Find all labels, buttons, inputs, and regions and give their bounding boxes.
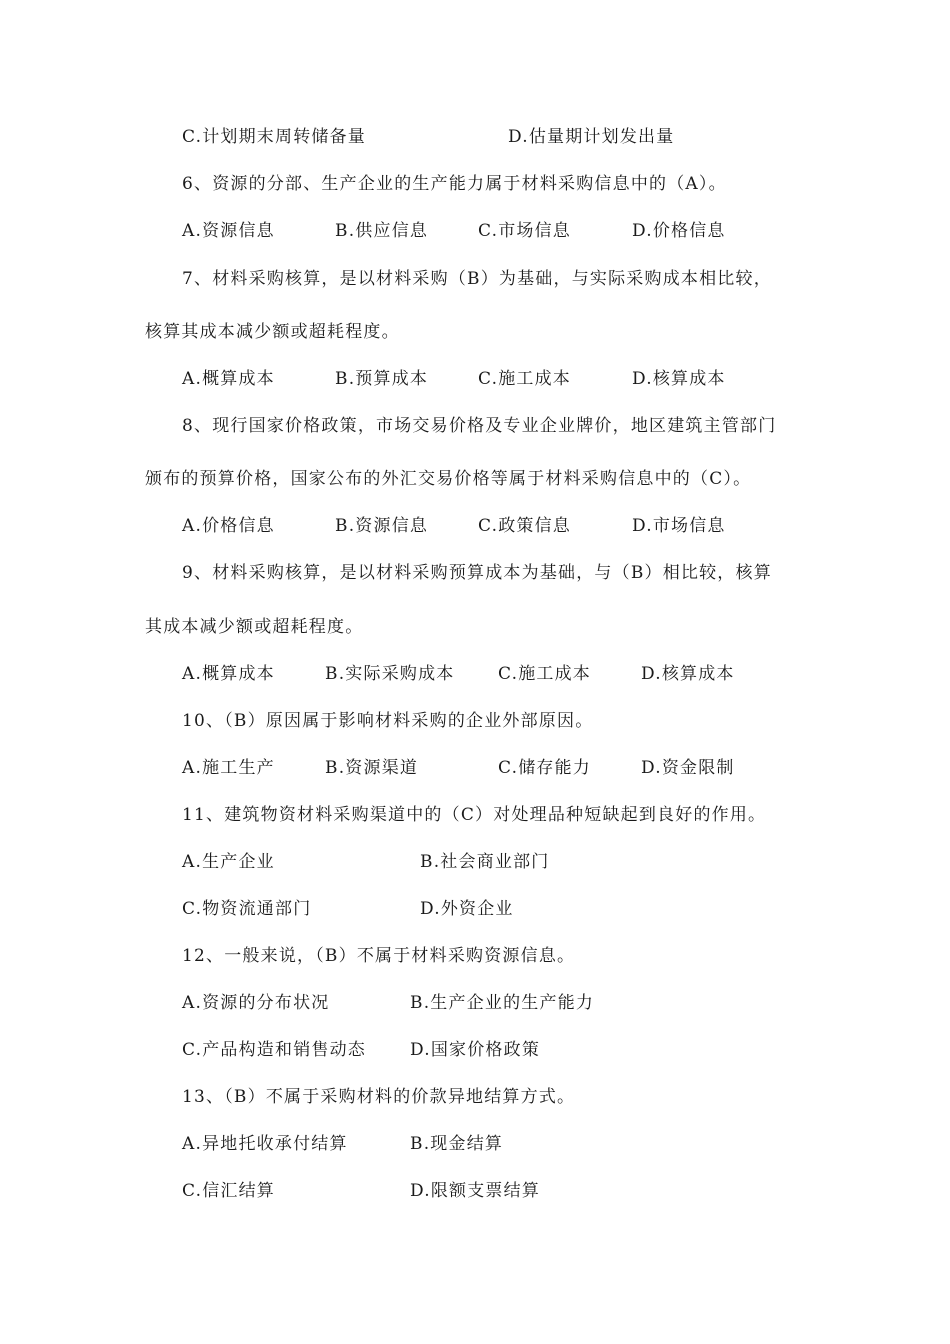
option-b: B.资源信息 xyxy=(335,516,429,536)
option-b: B.现金结算 xyxy=(410,1134,504,1154)
option-c: C.信汇结算 xyxy=(182,1181,276,1201)
question-7-cont: 核算其成本减少额或超耗程度。 xyxy=(145,322,400,342)
question-8: 8、现行国家价格政策，市场交易价格及专业企业牌价，地区建筑主管部门 xyxy=(182,416,777,436)
option-b: B.生产企业的生产能力 xyxy=(410,993,595,1013)
option-d: D.核算成本 xyxy=(641,664,735,684)
option-d: D.国家价格政策 xyxy=(410,1040,541,1060)
question-10: 10、（B）原因属于影响材料采购的企业外部原因。 xyxy=(182,711,594,731)
option-d: D.限额支票结算 xyxy=(410,1181,541,1201)
option-c: C.市场信息 xyxy=(478,221,572,241)
option-b: B.社会商业部门 xyxy=(420,852,550,872)
option-b: B.实际采购成本 xyxy=(325,664,455,684)
option-c: C.施工成本 xyxy=(478,369,572,389)
option-c: C.储存能力 xyxy=(498,758,592,778)
option-a: A.价格信息 xyxy=(182,516,275,536)
option-d: D.估量期计划发出量 xyxy=(508,127,675,147)
option-b: B.资源渠道 xyxy=(325,758,419,778)
option-a: A.生产企业 xyxy=(182,852,275,872)
option-c: C.计划期末周转储备量 xyxy=(182,127,367,147)
question-9-cont: 其成本减少额或超耗程度。 xyxy=(145,617,364,637)
option-d: D.外资企业 xyxy=(420,899,514,919)
question-6: 6、资源的分部、生产企业的生产能力属于材料采购信息中的（A）。 xyxy=(182,174,727,194)
option-b: B.供应信息 xyxy=(335,221,429,241)
option-b: B.预算成本 xyxy=(335,369,429,389)
question-8-cont: 颁布的预算价格，国家公布的外汇交易价格等属于材料采购信息中的（C）。 xyxy=(145,469,752,489)
option-c: C.物资流通部门 xyxy=(182,899,312,919)
option-d: D.资金限制 xyxy=(641,758,735,778)
option-a: A.概算成本 xyxy=(182,369,275,389)
option-a: A.施工生产 xyxy=(182,758,275,778)
option-c: C.施工成本 xyxy=(498,664,592,684)
question-11: 11、建筑物资材料采购渠道中的（C）对处理品种短缺起到良好的作用。 xyxy=(182,805,767,825)
question-12: 12、一般来说，（B）不属于材料采购资源信息。 xyxy=(182,946,576,966)
option-a: A.概算成本 xyxy=(182,664,275,684)
option-d: D.价格信息 xyxy=(632,221,726,241)
option-d: D.市场信息 xyxy=(632,516,726,536)
option-c: C.产品构造和销售动态 xyxy=(182,1040,367,1060)
question-9: 9、材料采购核算，是以材料采购预算成本为基础，与（B）相比较，核算 xyxy=(182,563,772,583)
question-7: 7、材料采购核算，是以材料采购（B）为基础，与实际采购成本相比较， xyxy=(182,269,772,289)
option-a: A.资源信息 xyxy=(182,221,275,241)
question-13: 13、（B）不属于采购材料的价款异地结算方式。 xyxy=(182,1087,576,1107)
option-a: A.资源的分布状况 xyxy=(182,993,330,1013)
option-d: D.核算成本 xyxy=(632,369,726,389)
option-c: C.政策信息 xyxy=(478,516,572,536)
option-a: A.异地托收承付结算 xyxy=(182,1134,348,1154)
